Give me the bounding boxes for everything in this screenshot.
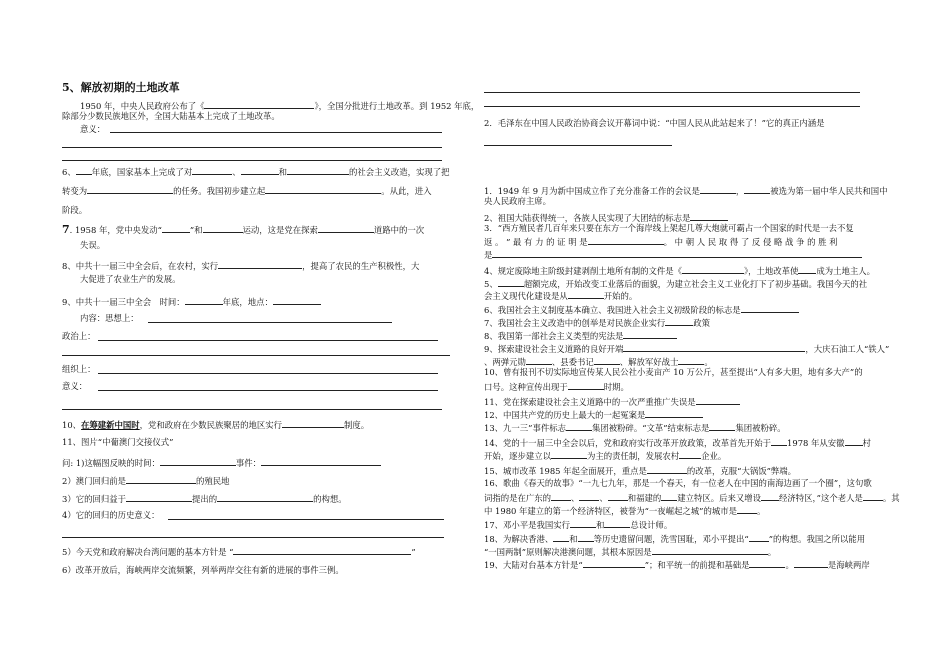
section-11-title: 11、图片“中葡澳门交接仪式”	[62, 437, 174, 447]
section-11-q4: 4）它的回归的历史意义：	[62, 510, 160, 520]
q16-line-2: 词指的是在广东的 、 、 和福建的 建立特区。后来又增设 经济特区，”这个老人是 。其	[484, 493, 900, 503]
section-7-line-2: 失误。	[80, 240, 106, 250]
policy-blank[interactable]	[665, 316, 693, 326]
strait-blank[interactable]	[794, 558, 828, 568]
q19-line: 19、大陆对台基本方针是“ ”；和平统一的前提和基础是 。 是海峡两岸	[484, 560, 870, 570]
root-cause-blank[interactable]	[652, 545, 768, 555]
q3-line-3: 是	[484, 248, 862, 261]
q4-line: 4、规定废除地主阶级封建剥削土地所有制的文件是《 》，土地改革使 成为土地主人。	[484, 266, 876, 276]
mistake-blank[interactable]	[696, 395, 740, 405]
section-8-line-2: 大促进了农业生产的发展。	[80, 274, 181, 284]
plan-blank[interactable]	[498, 277, 524, 287]
start-blank[interactable]	[568, 289, 604, 299]
section-6-line-3: 阶段。	[62, 205, 88, 215]
section-5-meaning-line-2[interactable]	[62, 147, 442, 148]
organization-line[interactable]	[98, 373, 438, 374]
year-blank[interactable]	[76, 165, 92, 175]
good-start-blank[interactable]	[623, 342, 805, 352]
proposer-blank[interactable]	[126, 492, 192, 502]
politics-line-1[interactable]	[98, 340, 438, 341]
section-5-line-2: 除部分少数民族地区外，全国大陆基本上完成了土地改革。	[62, 111, 280, 121]
section-5-meaning-line-1[interactable]	[110, 132, 442, 133]
q10-line-1: 10、曾有报刊不切实际地宣传某人民公社小麦亩产 10 万公斤，甚至提出“人有多大胆，地有多大产”的	[484, 367, 863, 377]
section-5-meaning-line-3[interactable]	[62, 160, 442, 161]
answer-line-top-1[interactable]	[484, 92, 860, 93]
q15-line: 15、城市改革 1985 年起全面展开，重点是 的改革，克服“大锅饭”弊端。	[484, 466, 796, 476]
section-9-meaning-label: 意义：	[62, 381, 88, 391]
q9-line-1: 9、探索建设社会主义道路的良好开端 ，大庆石油工人“铁人”	[484, 344, 890, 354]
scientist-blank[interactable]	[526, 355, 552, 365]
section-9-politics-label: 政治上：	[62, 331, 96, 341]
q7-line: 7、我国社会主义改造中的创举是对民族企业实行 政策	[484, 318, 710, 328]
section-9-content-label: 内容：思想上：	[80, 313, 139, 323]
q14-line-1: 14、党的十一届三中全会以后，党和政府实行改革开放政策，改革首先开始于 1978 年从安徽 村	[484, 438, 871, 448]
proof-blank[interactable]	[588, 235, 664, 245]
session-place-blank[interactable]	[273, 295, 321, 305]
zone-blank-5[interactable]	[761, 491, 779, 501]
victory-blank[interactable]	[492, 248, 862, 258]
q10-line-2: 口号。这种宣传出现于 时期。	[484, 382, 629, 392]
section-7-line-1: 7. 1958 年，党中央发动“ ”和 运动，这是党在探索 道路中的一次	[62, 223, 425, 236]
ideology-line[interactable]	[148, 322, 392, 323]
architect-blank-1[interactable]	[570, 518, 596, 528]
unjust-case-blank[interactable]	[645, 408, 703, 418]
significance-line-1[interactable]	[168, 519, 444, 520]
handover-time-blank[interactable]	[160, 456, 236, 466]
issue-blank-2[interactable]	[578, 532, 594, 542]
architect-blank-2[interactable]	[604, 518, 630, 528]
law-name-blank[interactable]	[204, 99, 314, 109]
group-blank-1[interactable]	[566, 421, 592, 431]
old-man-blank[interactable]	[863, 491, 883, 501]
section-5-meaning-label: 意义：	[80, 124, 106, 134]
village-blank[interactable]	[845, 436, 863, 446]
zone-blank-4[interactable]	[661, 491, 677, 501]
section-9-line-1: 9、中共十一届三中全会 时间： 年底，地点：	[62, 295, 321, 308]
section-8-line-1: 8、中共十一届三中全会后，在农村，实行 ，提高了农民的生产积极性，大	[62, 261, 420, 271]
section-6-line-2: 转变为 的任务。我国初步建立起 。从此，进入	[62, 186, 432, 196]
issue-blank-1[interactable]	[553, 532, 569, 542]
q17-line: 17、邓小平是我国实行 和 总设计师。	[484, 520, 673, 530]
period-blank[interactable]	[568, 380, 604, 390]
section-11-q5: 5）今天党和政府解决台湾问题的基本方针是 “ ”	[62, 547, 416, 557]
campaign-blank-2[interactable]	[203, 223, 243, 233]
foundation-blank[interactable]	[749, 558, 785, 568]
section-6-line-1: 6、 年底，国家基本上完成了对 、 和 的社会主义改造，实现了把	[62, 167, 450, 177]
answer-line-top-2[interactable]	[484, 106, 860, 107]
owner-blank[interactable]	[798, 264, 816, 274]
q13-line: 13、九一三”事件标志 集团被粉碎。“文革”结束标志是 集团被粉碎。	[484, 423, 786, 433]
stage-sign-blank[interactable]	[741, 303, 799, 313]
transform-blank[interactable]	[87, 184, 173, 194]
section-11-q1: 问: 1)这幅图反映的时间： 事件：	[62, 456, 381, 469]
reform-area-blank[interactable]	[771, 436, 787, 446]
taiwan-policy-blank[interactable]	[233, 545, 411, 555]
constitution-blank[interactable]	[623, 329, 677, 339]
unity-sign-blank[interactable]	[690, 211, 728, 221]
one-country-blank[interactable]	[749, 532, 769, 542]
city-blank[interactable]	[737, 504, 757, 514]
q16-line-1: 16、歌曲《春天的故事》“一九七九年，那是一个春天，有一位老人在中国的南海边画了一个圈”，这句歌	[484, 478, 872, 488]
system-blank[interactable]	[265, 184, 381, 194]
q5-line-1: 5、 超额完成，开始改变工业落后的面貌，为建立社会主义工业化打下了初步基础。我国今天的社	[484, 279, 868, 289]
responsibility-blank[interactable]	[551, 449, 587, 459]
q1-line-1: 1．1949 年 9 月为新中国成立作了充分准备工作的会议是 ， 被选为第一届中华人民共和国中	[484, 186, 888, 196]
q8-line: 8、我国第一部社会主义类型的宪法是	[484, 329, 677, 342]
question-2-prompt: 2．毛泽东在中国人民政治协商会议开幕词中说：“中国人民从此站起来了！”它的真正内涵是	[484, 118, 825, 128]
q18-line-2: “一国两制”原则解决港澳问题，其根本原因是 。	[484, 547, 777, 557]
zone-blank-3[interactable]	[608, 491, 628, 501]
q5-line-2: 会主义现代化建设是从 开始的。	[484, 291, 638, 301]
q9-line-2: 、两弹元勋 、县委书记 、解放军好战士 。	[484, 357, 713, 367]
q14-line-2: 开始，逐步建立以 为主的责任制，发展农村 企业。	[484, 451, 727, 461]
reform-target-blank-3[interactable]	[287, 165, 349, 175]
q12-line: 12、中国共产党的历史上最大的一起冤案是	[484, 408, 703, 421]
section-11-q3: 3）它的回归益于 提出的 的构想。	[62, 494, 347, 504]
session-time-blank[interactable]	[185, 295, 223, 305]
section-5-line-1: 1950 年，中央人民政府公布了《 》，全国分批进行土地改革。到 1952 年底，	[80, 101, 480, 111]
conference-blank[interactable]	[700, 184, 736, 194]
handover-event-blank[interactable]	[261, 456, 381, 466]
section-10-line: 10、在筹建新中国时，党和政府在少数民族聚居的地区实行 制度。	[62, 420, 370, 430]
significance-line-2[interactable]	[62, 537, 444, 538]
soldier-blank[interactable]	[678, 355, 704, 365]
q11-line: 11、党在探索建设社会主义道路中的一次严重推广失误是	[484, 395, 740, 408]
q18-line-1: 18、为解决香港、 和 等历史遗留问题，洗雪国耻，邓小平提出“ ”的构想。我国之所以能用	[484, 534, 866, 544]
group-blank-2[interactable]	[709, 421, 735, 431]
q16-line-3: 中 1980 年建立的第一个经济特区，被誉为“一夜崛起之城”的城市是 。	[484, 506, 766, 516]
focus-blank[interactable]	[647, 464, 687, 474]
rural-policy-blank[interactable]	[218, 259, 302, 269]
secretary-blank[interactable]	[594, 355, 620, 365]
section-5-title: 5、解放初期的土地改革	[62, 81, 180, 94]
politics-line-2[interactable]	[62, 355, 450, 356]
enterprise-blank[interactable]	[679, 449, 701, 459]
reform-target-blank-2[interactable]	[241, 165, 279, 175]
zone-blank-1[interactable]	[551, 491, 571, 501]
section-9-organization-label: 组织上：	[62, 364, 96, 374]
q1-line-2: 央人民政府主席。	[484, 196, 551, 206]
section-9-meaning-line-2[interactable]	[62, 409, 442, 410]
taiwan-guideline-blank[interactable]	[583, 558, 645, 568]
document-blank[interactable]	[682, 264, 744, 274]
section-11-q6: 6）改革开放后，海峡两岸交流频繁，列举两岸交往有新的进展的事件三例。	[62, 565, 344, 575]
section-9-meaning-line-1[interactable]	[98, 390, 438, 391]
road-blank[interactable]	[318, 223, 374, 233]
reform-target-blank-1[interactable]	[192, 165, 232, 175]
question-2-answer-line[interactable]	[484, 145, 672, 146]
colonizer-blank[interactable]	[126, 474, 196, 484]
autonomy-system-blank[interactable]	[282, 418, 344, 428]
q2-line: 2、祖国大陆获得统一，各族人民实现了大团结的标志是	[484, 211, 728, 224]
campaign-blank-1[interactable]	[162, 223, 190, 233]
concept-blank[interactable]	[217, 492, 313, 502]
zone-blank-2[interactable]	[579, 491, 599, 501]
section-11-q2: 2）澳门回归前是 的殖民地	[62, 476, 230, 486]
q3-line-2: 返 。 ” 最 有 力 的 证 明 是 。 中 朝 人 民 取 得 了 反 侵 略 战 争 的 胜 利	[484, 237, 838, 247]
q6-line: 6、我国社会主义制度基本确立、我国进入社会主义初级阶段的标志是	[484, 303, 799, 316]
q3-line-1: 3．“西方殖民者几百年来只要在东方一个海岸线上架起几尊大炮就可霸占一个国家的时代是一去不复	[484, 223, 854, 233]
chairman-blank[interactable]	[744, 184, 770, 194]
